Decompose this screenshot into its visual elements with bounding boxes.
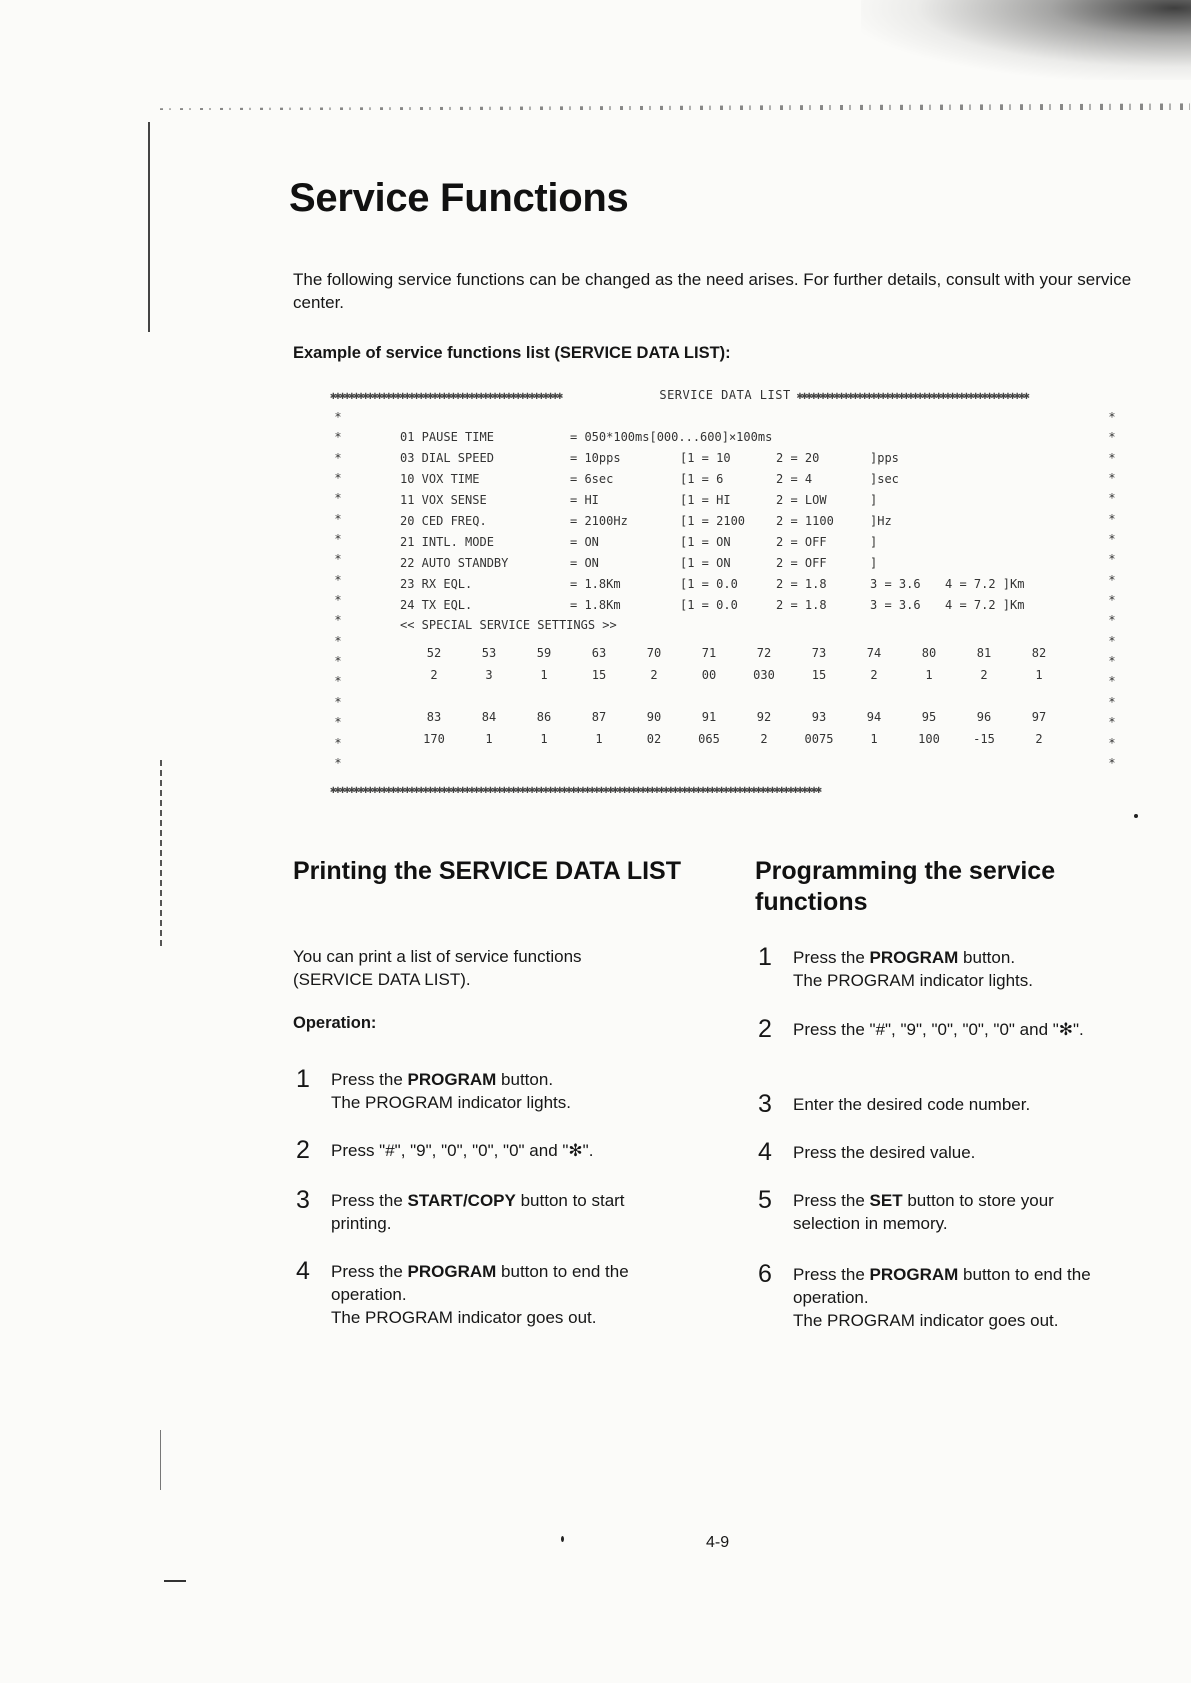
list-top-border [330, 388, 1120, 402]
step-instruction: Press "#", "9", "0", "0", "0" and "✻". [331, 1141, 594, 1160]
step-number: 2 [758, 1015, 772, 1043]
step-text [793, 1018, 1113, 1041]
list-cell-code: 03 DIAL SPEED [400, 451, 494, 465]
step-instruction: Press the desired value. [793, 1143, 976, 1162]
list-cell-o1: [1 = HI [680, 493, 731, 507]
step-number: 5 [758, 1186, 772, 1214]
list-cell-code: 20 CED FREQ. [400, 514, 487, 528]
special-value: 15 [811, 668, 827, 682]
special-value: 15 [591, 668, 607, 682]
special-value: 030 [753, 668, 775, 682]
list-cell-code: 21 INTL. MODE [400, 535, 494, 549]
printing-heading: Printing the SERVICE DATA LIST [293, 857, 681, 885]
step-text [331, 1189, 651, 1235]
list-cell-code: 22 AUTO STANDBY [400, 556, 509, 570]
list-cell-o3: ]sec [870, 472, 899, 486]
star-border-right: * * * * * * * * * * * * * * * * * * [1108, 410, 1116, 770]
page-number: 4-9 [706, 1534, 730, 1551]
special-value: 1 [595, 732, 603, 746]
list-cell-code: 24 TX EQL. [400, 598, 473, 612]
list-cell-value: = ON [570, 556, 599, 570]
step-instruction-end: button to end the operation. [793, 1265, 1091, 1307]
special-value: 065 [698, 732, 720, 746]
step-instruction: Press the [331, 1262, 408, 1281]
step-instruction: Press the [793, 1191, 870, 1210]
list-cell-o2: 2 = 1.8 [776, 598, 827, 612]
list-cell-o3: 3 = 3.6 [870, 577, 921, 591]
list-cell-o3: ] [870, 556, 878, 570]
special-code: 97 [1031, 710, 1047, 724]
special-code: 80 [921, 646, 937, 660]
example-heading: Example of service functions list (SERVICE DATA LIST): [293, 344, 731, 362]
step-number: 3 [758, 1090, 772, 1118]
special-code: 92 [756, 710, 772, 724]
list-cell-o3: 3 = 3.6 [870, 598, 921, 612]
step-instruction: Press the [331, 1191, 408, 1210]
step-result: The PROGRAM indicator lights. [331, 1093, 571, 1112]
special-code: 73 [811, 646, 827, 660]
step-result: The PROGRAM indicator lights. [793, 971, 1033, 990]
list-cell-o1: [1 = 2100 [680, 514, 746, 528]
special-value: 1 [870, 732, 878, 746]
special-value: 2 [760, 732, 768, 746]
step-number: 2 [296, 1136, 310, 1164]
printing-description: You can print a list of service functions (SERVICE DATA LIST). [293, 947, 582, 989]
special-code: 94 [866, 710, 882, 724]
special-value: 0075 [804, 732, 834, 746]
scan-margin-mark [164, 1580, 186, 1582]
page-title: Service Functions [289, 176, 629, 220]
special-code: 81 [976, 646, 992, 660]
step-instruction: Press the [793, 948, 870, 967]
special-code: 91 [701, 710, 717, 724]
scan-edge-top [160, 88, 1190, 110]
step-text [793, 1189, 1113, 1235]
step-button-name: SET [869, 1191, 903, 1210]
list-cell-value: = 050*100ms[000...600]×100ms [570, 430, 773, 444]
step-instruction-end: button to start printing. [331, 1191, 625, 1233]
list-cell-o3: ] [870, 535, 878, 549]
special-value: 02 [646, 732, 662, 746]
special-value: 3 [485, 668, 493, 682]
list-cell-o3: ] [870, 493, 878, 507]
list-cell-o1: [1 = ON [680, 556, 731, 570]
step-number: 4 [758, 1138, 772, 1166]
service-data-list [330, 388, 1120, 800]
step-number: 4 [296, 1257, 310, 1285]
special-code: 93 [811, 710, 827, 724]
star-border: ✱✱✱✱✱✱✱✱✱✱✱✱✱✱✱✱✱✱✱✱✱✱✱✱✱✱✱✱✱✱✱✱✱✱✱✱✱✱✱✱✱✱✱✱✱✱✱✱✱✱ [796, 388, 1028, 402]
special-code: 83 [426, 710, 442, 724]
step-button-name: PROGRAM [407, 1070, 497, 1089]
step-number: 6 [758, 1260, 772, 1288]
list-cell-o2: 2 = LOW [776, 493, 827, 507]
special-value: 1 [1035, 668, 1043, 682]
list-cell-o2: 2 = 20 [776, 451, 820, 465]
step-instruction-end: button. [958, 948, 1016, 967]
special-value: 2 [870, 668, 878, 682]
special-code: 87 [591, 710, 607, 724]
special-value: 00 [701, 668, 717, 682]
special-value: 170 [423, 732, 445, 746]
step-text [793, 946, 1113, 992]
step-text [793, 1263, 1113, 1332]
star-border-left: * * * * * * * * * * * * * * * * * * [334, 410, 342, 770]
special-code: 95 [921, 710, 937, 724]
list-cell-o2: 2 = OFF [776, 556, 827, 570]
special-code: 72 [756, 646, 772, 660]
step-number: 3 [296, 1186, 310, 1214]
step-text [331, 1139, 651, 1162]
list-cell-o2: 2 = OFF [776, 535, 827, 549]
operation-heading: Operation: [293, 1014, 377, 1032]
list-cell-value: = 2100Hz [570, 514, 628, 528]
list-cell-code: 01 PAUSE TIME [400, 430, 494, 444]
star-border: ✱✱✱✱✱✱✱✱✱✱✱✱✱✱✱✱✱✱✱✱✱✱✱✱✱✱✱✱✱✱✱✱✱✱✱✱✱✱✱✱✱✱✱✱✱✱✱✱✱✱ [330, 388, 562, 402]
step-instruction: Enter the desired code number. [793, 1095, 1031, 1114]
list-cell-o2: 2 = 1.8 [776, 577, 827, 591]
list-cell-o4: 4 = 7.2 ]Km [945, 577, 1025, 591]
special-code: 71 [701, 646, 717, 660]
list-cell-o1: [1 = ON [680, 535, 731, 549]
step-instruction-end: button to store your selection in memory. [793, 1191, 1054, 1233]
list-cell-o2: 2 = 4 [776, 472, 813, 486]
list-cell-value: = HI [570, 493, 599, 507]
step-result: The PROGRAM indicator goes out. [793, 1311, 1059, 1330]
list-cell-o1: [1 = 6 [680, 472, 724, 486]
special-code: 53 [481, 646, 497, 660]
special-code: 52 [426, 646, 442, 660]
list-cell-o1: [1 = 0.0 [680, 598, 738, 612]
special-code: 63 [591, 646, 607, 660]
special-value: 1 [485, 732, 493, 746]
list-cell-o1: [1 = 0.0 [680, 577, 738, 591]
special-value: 2 [650, 668, 658, 682]
step-instruction: Press the [331, 1070, 408, 1089]
step-text [331, 1260, 651, 1329]
list-cell-o2: 2 = 1100 [776, 514, 834, 528]
list-title: SERVICE DATA LIST [659, 388, 791, 402]
step-text [331, 1068, 651, 1114]
list-cell-o3: ]Hz [870, 514, 892, 528]
step-instruction-end: button. [496, 1070, 554, 1089]
special-value: 1 [540, 668, 548, 682]
scan-smudge-top-right [861, 0, 1191, 80]
special-code: 82 [1031, 646, 1047, 660]
special-value: 1 [540, 732, 548, 746]
step-instruction: Press the "#", "9", "0", "0", "0" and "✻". [793, 1020, 1084, 1039]
step-button-name: PROGRAM [869, 948, 959, 967]
list-cell-value: = 1.8Km [570, 598, 621, 612]
list-cell-value: = ON [570, 535, 599, 549]
programming-heading: Programming the service functions [755, 857, 1056, 916]
list-cell-value: = 6sec [570, 472, 614, 486]
step-instruction-end: button to end the operation. [331, 1262, 629, 1304]
scan-margin-line [160, 760, 162, 950]
step-number: 1 [296, 1065, 310, 1093]
scan-speck [561, 1536, 564, 1542]
special-code: 74 [866, 646, 882, 660]
list-cell-code: 10 VOX TIME [400, 472, 480, 486]
list-cell-code: 11 VOX SENSE [400, 493, 487, 507]
step-result: The PROGRAM indicator goes out. [331, 1308, 597, 1327]
star-border: ✱✱✱✱✱✱✱✱✱✱✱✱✱✱✱✱✱✱✱✱✱✱✱✱✱✱✱✱✱✱✱✱✱✱✱✱✱✱✱✱✱✱✱✱✱✱✱✱✱✱✱✱✱✱✱✱✱✱✱✱✱✱✱✱✱✱✱✱✱✱✱✱✱✱✱✱✱✱✱✱✱✱✱✱✱✱✱✱✱✱✱✱✱✱✱✱✱✱✱✱✱✱✱✱✱✱ [330, 782, 820, 796]
step-number: 1 [758, 943, 772, 971]
special-code: 96 [976, 710, 992, 724]
special-value: 2 [980, 668, 988, 682]
step-button-name: PROGRAM [407, 1262, 497, 1281]
scan-margin-line [160, 1430, 161, 1490]
scan-margin-line [148, 122, 150, 332]
special-value: 100 [918, 732, 940, 746]
special-code: 84 [481, 710, 497, 724]
special-code: 59 [536, 646, 552, 660]
list-cell-o1: [1 = 10 [680, 451, 731, 465]
intro-text: The following service functions can be changed as the need arises. For further details, consult with your service center. [293, 270, 1132, 312]
step-instruction: Press the [793, 1265, 870, 1284]
special-value: -15 [973, 732, 995, 746]
list-cell-code: 23 RX EQL. [400, 577, 473, 591]
special-code: 90 [646, 710, 662, 724]
list-cell-o3: ]pps [870, 451, 899, 465]
list-bottom-border [330, 782, 1120, 796]
list-cell-o4: 4 = 7.2 ]Km [945, 598, 1025, 612]
step-button-name: START/COPY [407, 1191, 516, 1210]
list-cell-value: = 10pps [570, 451, 621, 465]
scan-speck [1134, 814, 1138, 818]
special-value: 1 [925, 668, 933, 682]
step-text [793, 1093, 1113, 1116]
step-button-name: PROGRAM [869, 1265, 959, 1284]
special-settings-heading: << SPECIAL SERVICE SETTINGS >> [400, 618, 617, 632]
special-value: 2 [1035, 732, 1043, 746]
step-text [793, 1141, 1113, 1164]
special-value: 2 [430, 668, 438, 682]
special-code: 86 [536, 710, 552, 724]
list-cell-value: = 1.8Km [570, 577, 621, 591]
special-code: 70 [646, 646, 662, 660]
